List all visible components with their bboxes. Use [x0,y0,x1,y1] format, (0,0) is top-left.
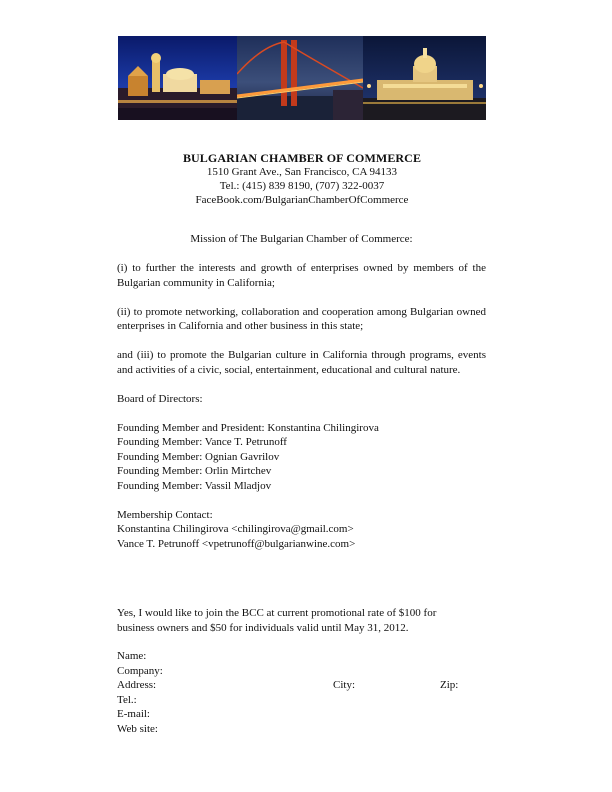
contact-title: Membership Contact: [117,508,213,521]
board-member: Founding Member: Ognian Gavrilov [117,450,280,463]
mission-item-3: and (iii) to promote the Bulgarian culture in California through programs, events and activities of a civic, social, entertainment, educational and cultural nature. [117,349,486,376]
sofia-cathedral-photo [118,36,237,120]
membership-contact [117,508,486,552]
board-member: Founding Member: Vassil Mladjov [117,479,272,492]
company-label: Company: [117,664,163,677]
website-field[interactable] [117,722,486,737]
board-list [117,421,486,494]
board-member: Founding Member: Vance T. Petrunoff [117,436,287,448]
golden-gate-bridge-photo [237,36,363,120]
offer-line-1: Yes, I would like to join the BCC at current promotional rate of $100 for [117,607,437,619]
name-label: Name: [117,650,147,662]
email-label: E-mail: [117,708,150,720]
mission-item-1: (i) to further the interests and growth of enterprises owned by members of the Bulgarian community in California; [117,262,486,289]
contact-person: Vance T. Petrunoff <vpetrunoff@bulgarianwine.com> [117,537,356,550]
address-row [117,678,486,693]
mission-title: Mission of The Bulgarian Chamber of Commerce: [190,233,413,245]
email-field[interactable] [117,707,486,722]
contact-person: Konstantina Chilingirova <chilingirova@gmail.com> [117,523,354,535]
offer-line-2: business owners and $50 for individuals valid until May 31, 2012. [117,621,409,634]
document-body [117,232,486,551]
application-form [117,649,486,736]
company-field[interactable] [117,664,486,679]
board-member: Founding Member: Orlin Mirtchev [117,465,272,477]
address-field[interactable]: Address: [117,679,157,691]
org-phone: Tel.: (415) 839 8190, (707) 322-0037 [219,180,385,192]
board-title: Board of Directors: [117,392,203,405]
org-header [118,151,486,207]
zip-field[interactable]: Zip: [440,679,459,691]
city-field[interactable]: City: [333,679,356,691]
header-banner [118,36,486,120]
tel-field[interactable] [117,693,486,708]
org-name: BULGARIAN CHAMBER OF COMMERCE [182,151,422,165]
city-hall-photo [363,36,486,120]
org-facebook: FaceBook.com/BulgarianChamberOfCommerce [195,194,409,206]
tel-label: Tel.: [117,693,137,706]
membership-offer [117,606,486,635]
board-member: Founding Member and President: Konstantina Chilingirova [117,421,379,434]
mission-item-2: (ii) to promote networking, collaboration and cooperation among Bulgarian owned enterprises in California and other business in this state; [117,305,486,332]
name-field[interactable] [117,649,486,664]
org-address: 1510 Grant Ave., San Francisco, CA 94133 [206,166,398,178]
website-label: Web site: [117,722,158,735]
